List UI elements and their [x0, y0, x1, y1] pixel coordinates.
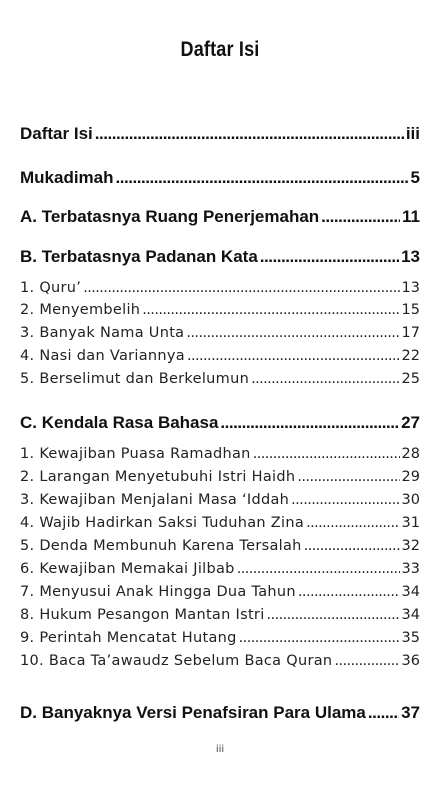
toc-entry-label: B. Terbatasnya Padanan Kata	[20, 247, 258, 266]
toc-entry-page: iii	[405, 124, 420, 143]
dot-leader	[187, 348, 400, 364]
toc-subentry[interactable]	[20, 446, 420, 468]
toc-entry-page: 28	[401, 446, 420, 462]
toc-entry-page: 34	[401, 607, 420, 623]
toc-entry-page: 15	[401, 302, 420, 318]
toc-subentry[interactable]	[20, 561, 420, 583]
dot-leader	[83, 280, 399, 296]
toc-entry-page: 22	[401, 348, 420, 364]
dot-leader	[260, 247, 399, 267]
toc-entry-page: 17	[401, 325, 420, 341]
dot-leader	[298, 584, 400, 600]
page-number: iii	[215, 744, 225, 755]
toc-entry-page: 11	[402, 207, 420, 226]
toc-entry-page: 33	[401, 561, 420, 577]
toc-subentry[interactable]	[20, 630, 420, 652]
toc-entry-label: 2. Larangan Menyetubuhi Istri Haidh	[20, 469, 296, 485]
toc-subentry[interactable]	[20, 538, 420, 560]
toc-entry-label: 1. Kewajiban Puasa Ramadhan	[20, 446, 251, 462]
toc-entry-label: Mukadimah	[20, 168, 114, 187]
toc-entry-page: 36	[401, 653, 420, 669]
toc-entry-label: 5. Berselimut dan Berkelumun	[20, 371, 250, 387]
toc-entry-page: 30	[401, 492, 420, 508]
dot-leader	[95, 124, 404, 144]
toc-subentry[interactable]	[20, 280, 420, 302]
dot-leader	[237, 561, 400, 577]
toc-entry[interactable]	[20, 124, 420, 148]
toc-entry-label: 3. Kewajiban Menjalani Masa ‘Iddah	[20, 492, 290, 508]
dot-leader	[291, 492, 399, 508]
dot-leader	[186, 325, 399, 341]
dot-leader	[321, 207, 400, 227]
toc-entry-label: D. Banyaknya Versi Penafsiran Para Ulama	[20, 703, 366, 722]
toc-entry-page: 5	[410, 168, 420, 187]
toc-subentry[interactable]	[20, 584, 420, 606]
dot-leader	[306, 515, 399, 531]
toc-entry-label: 9. Perintah Mencatat Hutang	[20, 630, 237, 646]
toc-entry-label: 4. Wajib Hadirkan Saksi Tuduhan Zina	[20, 515, 305, 531]
dot-leader	[304, 538, 400, 554]
toc-entry-page: 34	[401, 584, 420, 600]
toc-entry-label: 10. Baca Ta’awaudz Sebelum Baca Quran	[20, 653, 333, 669]
toc-entry-label: C. Kendala Rasa Bahasa	[20, 413, 219, 432]
dot-leader	[368, 703, 399, 723]
toc-subentry[interactable]	[20, 469, 420, 491]
toc-subentry[interactable]	[20, 302, 420, 324]
toc-entry-page: 35	[401, 630, 420, 646]
toc-entry-page: 25	[401, 371, 420, 387]
toc-entry[interactable]	[20, 247, 420, 271]
toc-entry-page: 31	[401, 515, 420, 531]
toc-subentry[interactable]	[20, 492, 420, 514]
page-title: Daftar Isi	[180, 38, 260, 61]
toc-entry-label: 8. Hukum Pesangon Mantan Istri	[20, 607, 265, 623]
toc-subentry[interactable]	[20, 325, 420, 347]
toc-entry-page: 37	[401, 703, 420, 722]
dot-leader	[334, 653, 399, 669]
toc-entry[interactable]	[20, 703, 420, 727]
toc-entry-page: 27	[401, 413, 420, 432]
toc-subentry[interactable]	[20, 371, 420, 393]
toc-entry-page: 32	[401, 538, 420, 554]
toc-entry-label: 5. Denda Membunuh Karena Tersalah	[20, 538, 302, 554]
toc-entry[interactable]	[20, 207, 420, 231]
toc-entry-label: A. Terbatasnya Ruang Penerjemahan	[20, 207, 320, 226]
toc-entry-label: 1. Quru’	[20, 280, 82, 296]
toc-entry-label: 7. Menyusui Anak Hingga Dua Tahun	[20, 584, 296, 600]
toc-entry-page: 13	[401, 247, 420, 266]
toc-entry-label: Daftar Isi	[20, 124, 93, 143]
toc-entry-label: 6. Kewajiban Memakai Jilbab	[20, 561, 235, 577]
dot-leader	[251, 371, 399, 387]
dot-leader	[253, 446, 400, 462]
toc-entry-page: 29	[401, 469, 420, 485]
toc-subentry[interactable]	[20, 653, 420, 675]
toc-entry[interactable]	[20, 413, 420, 437]
toc-subentry[interactable]	[20, 348, 420, 370]
dot-leader	[220, 413, 399, 433]
toc-entry-label: 4. Nasi dan Variannya	[20, 348, 185, 364]
toc-subentry[interactable]	[20, 515, 420, 537]
toc-entry[interactable]	[20, 168, 420, 192]
dot-leader	[116, 168, 409, 188]
toc-entry-page: 13	[401, 280, 420, 296]
dot-leader	[267, 607, 400, 623]
toc-entry-label: 3. Banyak Nama Unta	[20, 325, 185, 341]
dot-leader	[297, 469, 399, 485]
dot-leader	[239, 630, 400, 646]
toc-subentry[interactable]	[20, 607, 420, 629]
dot-leader	[142, 302, 399, 318]
toc-entry-label: 2. Menyembelih	[20, 302, 141, 318]
